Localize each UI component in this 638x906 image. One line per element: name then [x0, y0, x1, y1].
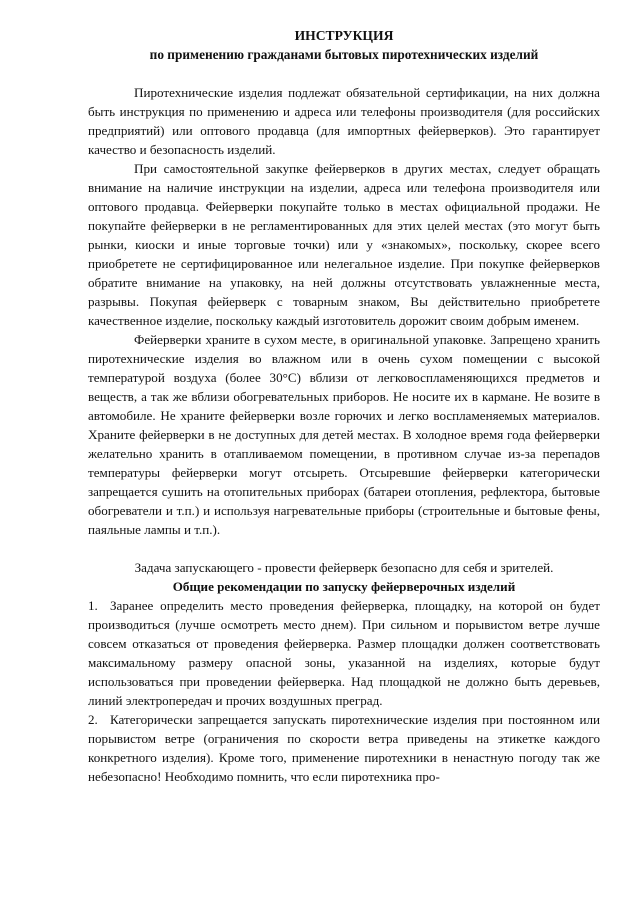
list-item-number: 2. — [88, 712, 98, 727]
list-item-text: Заранее определить место проведения фейерверка, площадку, на которой он будет производиться (лучше осмотреть место днем). При сильном и порывистом ветре лучше совсем отказаться от проведения фейерверка. Размер площадки должен соответствовать максимальному размеру опасной зоны, указанной на изделиях, которые будут использоваться при проведении фейерверка. Над площадкой не должно быть деревьев, линий электропередач и прочих воздушных преград. — [88, 598, 600, 708]
section-title: Общие рекомендации по запуску фейерверочных изделий — [172, 579, 516, 594]
task-line: Задача запускающего - провести фейерверк безопасно для себя и зрителей. — [134, 560, 554, 575]
list-item-text: Категорически запрещается запускать пиротехнические изделия при постоянном или порывистом ветре (ограничения по скорости ветра приведены на этикетке каждого конкретного изделия). Кроме того, применение пиротехники в ненастную погоду так же небезопасно! Необходимо помнить, что если пиротехника про- — [88, 712, 600, 784]
document-subtitle: по применению гражданами бытовых пиротехнических изделий — [149, 47, 539, 62]
list-item — [88, 710, 600, 786]
paragraph-storage: Фейерверки храните в сухом месте, в оригинальной упаковке. Запрещено хранить пиротехнические изделия во влажном или в очень сухом помещении с высокой температурой воздуха (более 30°С) вблизи от легковоспламеняющихся предметов и веществ, а так же вблизи обогревательных приборов. Не носите их в кармане. Не возите в автомобиле. Не храните фейерверки возле горючих и легко воспламеняемых материалов. Храните фейерверки в не доступных для детей местах. В холодное время года фейерверки желательно хранить в отапливаемом помещении, в противном случае из-за перепадов температуры фейерверки могут отсыреть. Отсыревшие фейерверки категорически запрещается сушить на отопительных приборах (батареи отопления, рефлектора, бытовые обогреватели и т.п.) и используя нагревательные приборы (строительные и бытовые фены, паяльные лампы и т.п.). — [88, 332, 600, 537]
section-spacer — [88, 539, 600, 558]
document-title: ИНСТРУКЦИЯ — [294, 28, 394, 43]
paragraph-certification: Пиротехнические изделия подлежат обязательной сертификации, на них должна быть инструкция по применению и адреса или телефоны производителя (для российских предприятий) или оптового продавца (для импортных фейерверков). Это гарантирует качество и безопасность изделий. — [88, 85, 600, 157]
document-page — [88, 26, 600, 786]
paragraph-purchase: При самостоятельной закупке фейерверков в других местах, следует обращать внимание на наличие инструкции на изделии, адреса или телефона производителя или оптового продавца. Фейерверки покупайте только в местах официальной продажи. Не покупайте фейерверки в не регламентированных для этих целей местах (это могут быть рынки, киоски и иные торговые точки) или у «знакомых», поскольку, скорее всего приобретете не сертифицированное или нелегальное изделие. При покупке фейерверков обратите внимание на упаковку, на ней должны отсутствовать увлажненные места, разрывы. Покупая фейерверк с товарным знаком, Вы действительно приобретете качественное изделие, поскольку каждый изготовитель дорожит своим добрым именем. — [88, 161, 600, 328]
list-item-number: 1. — [88, 598, 98, 613]
list-item — [88, 596, 600, 710]
